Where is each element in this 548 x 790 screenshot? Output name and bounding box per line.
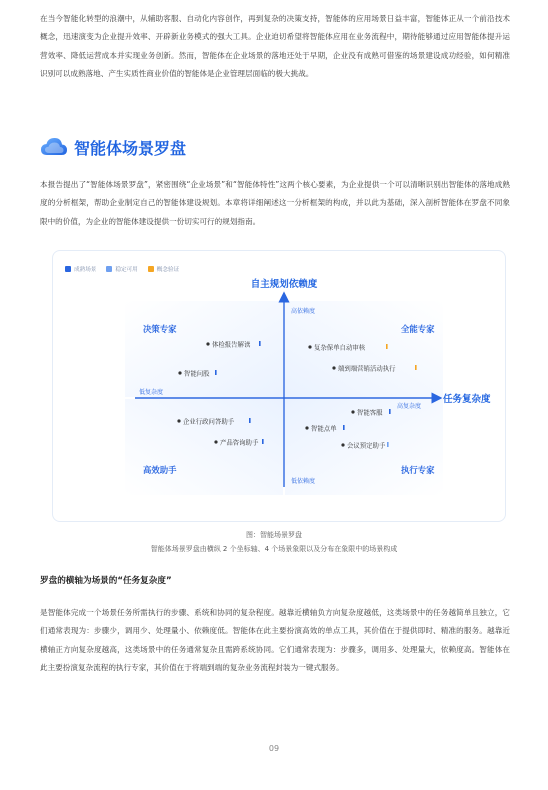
item-meeting-booking: 会议预定助手 — [347, 441, 386, 450]
quadrant-title-decision: 决策专家 — [143, 324, 177, 334]
item-dot — [305, 426, 308, 429]
scenario-compass-figure — [52, 250, 506, 522]
legend-label: 稳定可用 — [115, 267, 138, 273]
quadrant-title-efficient: 高效助手 — [143, 465, 177, 475]
item-smart-stock: 智能问股 — [184, 369, 210, 378]
cloud-icon — [40, 136, 68, 158]
item-flag — [386, 344, 388, 349]
section-paragraph: 本报告提出了“智能体场景罗盘”，紧密围绕“企业场景”和“智能体特性”这两个核心要素，为企业提供一个可以清晰识别出智能体的落地成熟度的分析框架，帮助企业制定自己的智能体建设规划。本章将详细阐述这一分析框架的构成，并以此为基础，深入剖析智能体在罗盘不同象限中的价值，为企业的智能体建设提供一份切实可行的规划指南。 — [40, 180, 510, 226]
body-paragraph: 是智能体完成一个场景任务所需执行的步骤、系统和协同的复杂程度。越靠近横轴负方向复杂度越低，这类场景中的任务越简单且独立，它们通常表现为：步骤少，调用少、处理量小、依赖度低。智能体在此主要扮演高效的单点工具，其价值在于提供即时、精准的服务。越靠近横轴正方向复杂度越高，这类场景中的任务通常复杂且需跨系统协同。它们通常表现为：步骤多，调用多、处理量大，依赖度高。智能体在此主要扮演复杂流程的执行专家，其价值在于将端到端的复杂业务流程封装为一键式服务。 — [40, 608, 510, 673]
figure-caption-desc: 智能体场景罗盘由横纵 2 个坐标轴、4 个场景象限以及分布在象限中的场景构成 — [150, 545, 398, 553]
section-heading — [40, 132, 186, 162]
item-health-report: 体检报告解读 — [212, 340, 251, 349]
y-high-label: 高依赖度 — [291, 308, 316, 315]
item-flag — [389, 409, 391, 414]
item-policy-review: 复杂保单自动审核 — [314, 343, 366, 352]
section-title: 智能体场景罗盘 — [74, 138, 187, 158]
legend-label: 成熟场景 — [74, 267, 97, 273]
x-low-label: 低复杂度 — [139, 389, 164, 396]
item-dot — [308, 345, 311, 348]
item-dot — [206, 342, 209, 345]
quadrant-title-allround: 全能专家 — [401, 324, 435, 334]
figure-caption-title: 图：智能场景罗盘 — [246, 531, 302, 539]
item-admin-qa: 企业行政问答助手 — [183, 417, 235, 426]
item-dot — [332, 366, 335, 369]
y-low-label: 低依赖度 — [291, 478, 316, 485]
item-dot — [214, 440, 217, 443]
compass-diagram — [53, 251, 507, 523]
item-flag — [259, 341, 261, 346]
item-flag — [215, 370, 217, 375]
item-flag — [387, 442, 389, 447]
page-number: 09 — [268, 744, 280, 753]
subheading: 罗盘的横轴为场景的“任务复杂度” — [40, 576, 172, 586]
y-axis-title: 自主规划依赖度 — [250, 279, 318, 290]
item-smart-service: 智能客服 — [357, 408, 383, 417]
quadrant-bottom-left — [125, 399, 283, 495]
item-dot — [351, 410, 354, 413]
item-flag — [415, 365, 417, 370]
item-product-consult: 产品咨询助手 — [220, 438, 259, 447]
intro-paragraph: 在当今智能化转型的浪潮中，从辅助客服、自动化内容创作，再到复杂的决策支持，智能体的应用场景日益丰富，智能体正从一个前沿技术概念，迅速演变为企业提升效率、开辟新业务模式的强大工具。企业迫切希望将智能体应用在业务流程中，期待能够通过应用智能体提升运营效率、降低运营成本并实现业务创新。然而，智能体在企业场景的落地还处于早期，企业没有成熟可借鉴的场景建设成功经验，如何精准识别可以成熟落地、产生实质性商业价值的智能体是企业管理层面临的极大挑战。 — [40, 14, 510, 79]
item-flag — [249, 418, 251, 423]
quadrant-top-left — [125, 301, 283, 397]
item-e2e-marketing: 端到端营销活动执行 — [338, 364, 396, 373]
quadrant-title-executor: 执行专家 — [401, 465, 435, 475]
item-dot — [177, 419, 180, 422]
item-dot — [178, 371, 181, 374]
item-smart-order: 智能点单 — [311, 424, 337, 433]
legend-label: 概念验证 — [156, 267, 180, 273]
item-flag — [343, 425, 345, 430]
item-dot — [341, 443, 344, 446]
item-flag — [262, 439, 264, 444]
x-high-label: 高复杂度 — [397, 403, 422, 410]
x-axis-title: 任务复杂度 — [443, 394, 491, 405]
